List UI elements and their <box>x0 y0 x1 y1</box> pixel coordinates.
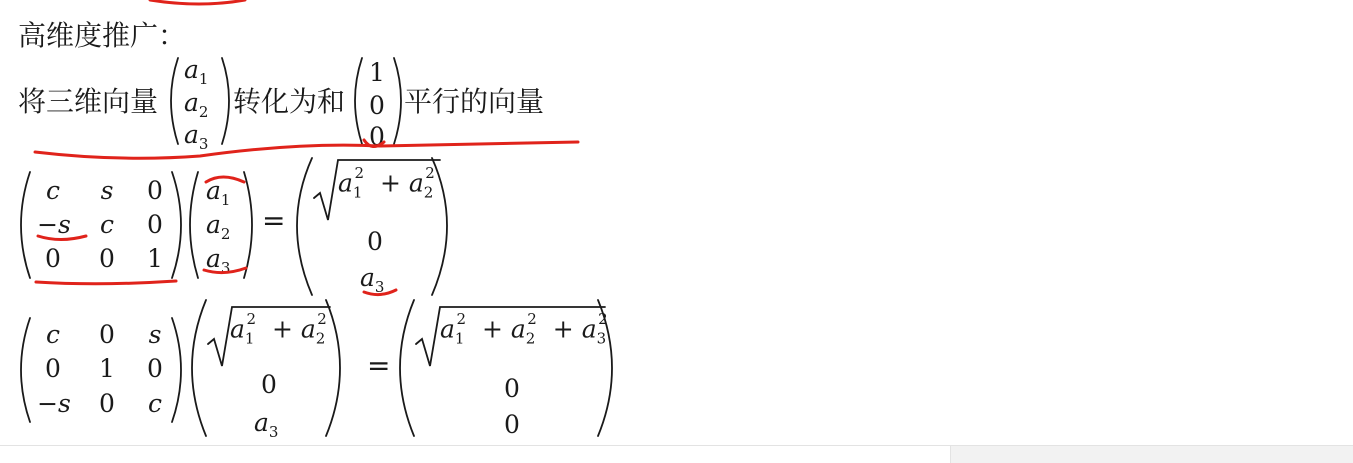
annotation-top-scribble <box>150 0 245 4</box>
matrix-z-r3c3: 1 <box>147 244 163 273</box>
matrix-z-right-paren <box>172 172 181 278</box>
eq2-sqrt-content-left: $a_1^2 + a_2^2$ <box>230 310 327 348</box>
page-footer-panel <box>950 445 1353 463</box>
eq1-result-a3: $a_3$ <box>360 263 385 296</box>
eq2-equals-sign: = <box>367 349 391 382</box>
inline-vector-a-left-paren <box>171 58 178 144</box>
section-heading: 高维度推广： <box>18 19 187 52</box>
inline-vector-a3 <box>184 122 208 152</box>
eq1-vector-right-paren <box>244 172 252 278</box>
matrix-z-r2c2: c <box>99 210 114 239</box>
matrix-z-r3c2: 0 <box>99 244 115 273</box>
matrix-z-r2c3: 0 <box>147 210 163 239</box>
matrix-y-right-paren <box>172 318 181 422</box>
unit-vector-1: 1 <box>369 58 385 87</box>
matrix-z-r1c3: 0 <box>147 176 163 205</box>
eq1-vector-a3: $a_3$ <box>206 244 231 277</box>
eq2-mid-a3: $a_3$ <box>254 408 279 441</box>
matrix-y-r3c1: −s <box>37 389 71 418</box>
sentence-part-1: 将三维向量 <box>18 85 159 118</box>
eq2-sqrt-content-right: $a_1^2 + a_2^2 + a_3^2$ <box>440 310 608 348</box>
eq1-result-left-paren <box>297 158 312 295</box>
matrix-z-r1c2: s <box>100 176 114 205</box>
eq2-mid-zero: 0 <box>261 370 277 399</box>
inline-vector-a1 <box>184 57 208 87</box>
matrix-y-r3c3: c <box>147 389 162 418</box>
eq1-equals-sign: = <box>262 204 286 237</box>
matrix-y-r1c3: s <box>148 320 162 349</box>
eq1-vector-a1: $a_1$ <box>206 176 231 209</box>
inline-vector-a-right-paren <box>222 58 229 144</box>
page-footer-bar <box>0 445 950 463</box>
eq1-vector-a2: $a_2$ <box>206 210 231 243</box>
matrix-z-r1c1: c <box>45 176 60 205</box>
inline-a1-sub: 1 <box>198 70 209 88</box>
sentence-part-3: 平行的向量 <box>404 85 545 118</box>
eq2-result-zero-2: 0 <box>504 410 520 439</box>
matrix-y-r1c2: 0 <box>99 320 115 349</box>
inline-a2-text: a <box>184 88 199 117</box>
matrix-z-r3c1: 0 <box>45 244 61 273</box>
inline-vector-a2 <box>184 90 208 120</box>
matrix-z-r2c1: −s <box>37 210 71 239</box>
unit-vector-right-paren <box>394 58 401 144</box>
eq1-result-zero: 0 <box>367 227 383 256</box>
matrix-y-left-paren <box>21 318 30 422</box>
matrix-y-r2c1: 0 <box>45 354 61 383</box>
eq2-result-left-paren <box>400 300 414 436</box>
unit-vector-3: 0 <box>369 122 385 151</box>
inline-a3-text: a <box>184 120 199 149</box>
eq2-result-zero-1: 0 <box>504 374 520 403</box>
annotation-matrix-row3-underline <box>36 281 176 284</box>
inline-a2-sub: 2 <box>198 103 209 121</box>
eq1-sqrt-content: $a_1^2 + a_2^2$ <box>338 164 435 202</box>
inline-a3-sub: 3 <box>198 135 209 153</box>
annotation-sentence-underline <box>35 142 578 158</box>
matrix-y-r2c2: 1 <box>99 354 115 383</box>
eq2-mid-left-paren <box>192 300 206 436</box>
matrix-y-r3c2: 0 <box>99 389 115 418</box>
matrix-y-r1c1: c <box>45 320 60 349</box>
unit-vector-left-paren <box>355 58 362 144</box>
matrix-z-left-paren <box>21 172 30 278</box>
matrix-y-r2c3: 0 <box>147 354 163 383</box>
inline-a1-text: a <box>184 55 199 84</box>
unit-vector-2: 0 <box>369 91 385 120</box>
sentence-part-2: 转化为和 <box>233 85 346 118</box>
eq1-vector-left-paren <box>190 172 198 278</box>
